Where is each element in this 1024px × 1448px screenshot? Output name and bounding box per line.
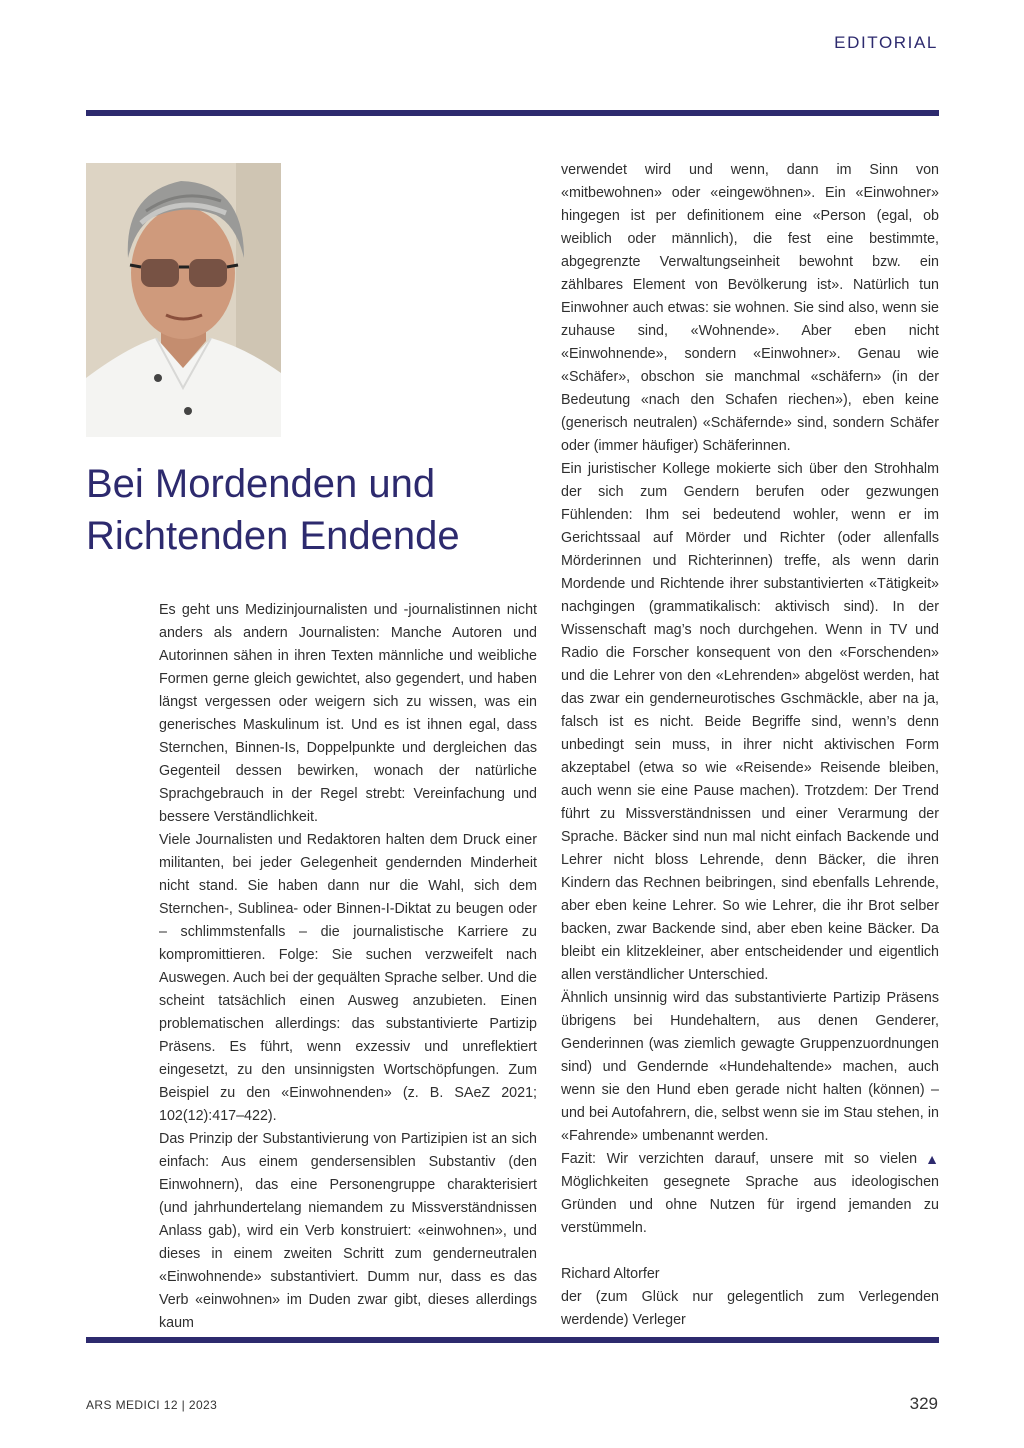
footer-rule — [86, 1337, 939, 1343]
author-photo — [86, 163, 281, 437]
body-paragraph: verwendet wird und wenn, dann im Sinn von «mitbewohnen» oder «eingewöhnen». Ein «Einwohner» hingegen ist per definitionem eine «Person (egal, ob weiblich oder männlich), die fest eine bestimmte, abgegrenzte Verwaltungseinheit bewohnt bzw. ein zählbares Element von Bevölkerung ist». Natürlich tun Einwohner auch etwas: sie wohnen. Sie sind also, wenn sie zuhause sind, «Wohnende». Aber eben nicht «Einwohnende», sondern «Einwohner». Genau wie «Schäfer», obschon sie manchmal «schäfern» (in der Bedeutung «nach den Schafen riechen»), eben keine (generisch neutralen) «Schäfernde» sind, sondern Schäfer oder (immer häufiger) Schäferinnen. — [561, 162, 939, 454]
body-paragraph: Viele Journalisten und Redaktoren halten dem Druck einer militanten, bei jeder Gelegenheit gendernden Minderheit nicht stand. Sie haben dann nur die Wahl, sich dem Sternchen-, Sublinea- oder Binnen-I-Diktat zu beugen oder – schlimmstenfalls – die journalistische Karriere zu kompromittieren. Folge: Sie suchen verzweifelt nach Auswegen. Auch bei der gequälten Sprache selber. Und die scheint tatsächlich einen Ausweg anzubieten. Einen problematischen allerdings: das substantivierte Partizip Präsens. Es führt, wenn exzessiv und unreflektiert eingesetzt, zu den unsinnigsten Wortschöpfungen. Zum Beispiel zu den «Einwohnenden» (z. B. SAeZ 2021; 102(12):417–422). — [159, 832, 537, 1124]
body-paragraph: Ähnlich unsinnig wird das substantivierte Partizip Präsens übrigens bei Hundehaltern, aus denen Genderer, Genderinnen (was ziemlich gewagte Gruppenzuordnungen sind) und Gendernde «Hundehaltende» machen, auch wenn sie den Hund eben gerade nicht halten (können) – und bei Autofahrern, die, selbst wenn sie im Stau stehen, in «Fahrende» umbenannt werden. — [561, 990, 939, 1144]
closing-text: Fazit: Wir verzichten darauf, unsere mit so vielen Möglichkeiten gesegnete Sprache aus ideologischen Gründen und ohne Nutzen für irgend jemanden zu verstümmeln. — [561, 1151, 939, 1236]
body-paragraph: Ein juristischer Kollege mokierte sich über den Strohhalm der sich zum Gendern berufen oder gezwungen Fühlenden: Ihm sei bedeutend wohler, wenn er im Gerichtssaal auf Mörder und Richter (oder allenfalls Mörderinnen und Richterinnen) treffe, als wenn darin Mordende und Richtende ihrer substantivierten «Tätigkeit» nachgingen (grammatikalisch: aktivisch sind). In der Wissenschaft mag’s noch durchgehen. Wenn in TV und Radio die Forscher konsequent von den «Forschenden» und die Lehrer von den «Lehrenden» abgelöst werden, hat das zwar ein genderneurotisches Gschmäckle, aber na ja, falsch ist es nicht. Beide Begriffe sind, wenn’s denn unbedingt sein muss, in ihrer nicht aktivischen Form akzeptabel (etwa so wie «Reisende» Reisende bleiben, auch wenn sie eine Pause machen). Trotzdem: Der Trend führt zu Missverständnissen und einer Verarmung der Sprache. Bäcker sind nun mal nicht einfach Backende und Lehrer nicht bloss Lehrende, denn Bäcker, die ihren Kindern das Rechnen beibringen, sind ebenfalls Lehrende, aber eben keine Lehrer. So wie Lehrer, die ihr Brot selber backen, zwar Backende sind, aber eben keine Bäcker. Da bleibt ein klitzekleiner, aber entscheidender und eigentlich allen verständlicher Unterschied. — [561, 461, 939, 983]
title-line-1: Bei Mordenden und — [86, 462, 436, 506]
section-label: EDITORIAL — [834, 33, 938, 52]
body-paragraph: Das Prinzip der Substantivierung von Partizipien ist an sich einfach: Aus einem gendersensiblen Substantiv (den Einwohnern), das eine Personengruppe charakterisiert (und jahrhundertelang niemandem zu Missverständnissen Anlass gab), wird ein Verb konstruiert: «einwohnen», und dieses in einem zweiten Schritt zum genderneutralen «Einwohnende» substantiviert. Dumm nur, dass es das Verb «einwohnen» im Duden zwar gibt, dieses allerdings kaum — [159, 1131, 537, 1331]
page-number: 329 — [909, 1394, 938, 1413]
right-column — [561, 159, 939, 1332]
body-paragraph: Es geht uns Medizinjournalisten und -journalistinnen nicht anders als andern Journalisten: Manche Autoren und Autorinnen sähen in ihren Texten männliche und weibliche Formen gerne gleich gewichtet, also gegendert, und haben längst vergessen oder weigern sich zu wissen, was ein generisches Maskulinum ist. Und es ist ihnen egal, dass Sternchen, Binnen-Is, Doppelpunkte und dergleichen das Gegenteil dessen bewirken, wonach der natürliche Sprachgebrauch in der Regel strebt: Vereinfachung und bessere Verständlichkeit. — [159, 602, 537, 825]
journal-issue: ARS MEDICI 12 | 2023 — [86, 1398, 218, 1412]
end-triangle-icon: ▲ — [925, 1151, 939, 1167]
title-line-2: Richtenden Endende — [86, 514, 460, 558]
author-name: Richard Altorfer — [561, 1266, 660, 1282]
left-column — [159, 599, 537, 1335]
closing-paragraph — [561, 1148, 939, 1240]
article-title — [86, 458, 526, 562]
header-rule — [86, 110, 939, 116]
author-role: der (zum Glück nur gelegentlich zum Verlegenden werdende) Verleger — [561, 1289, 939, 1328]
